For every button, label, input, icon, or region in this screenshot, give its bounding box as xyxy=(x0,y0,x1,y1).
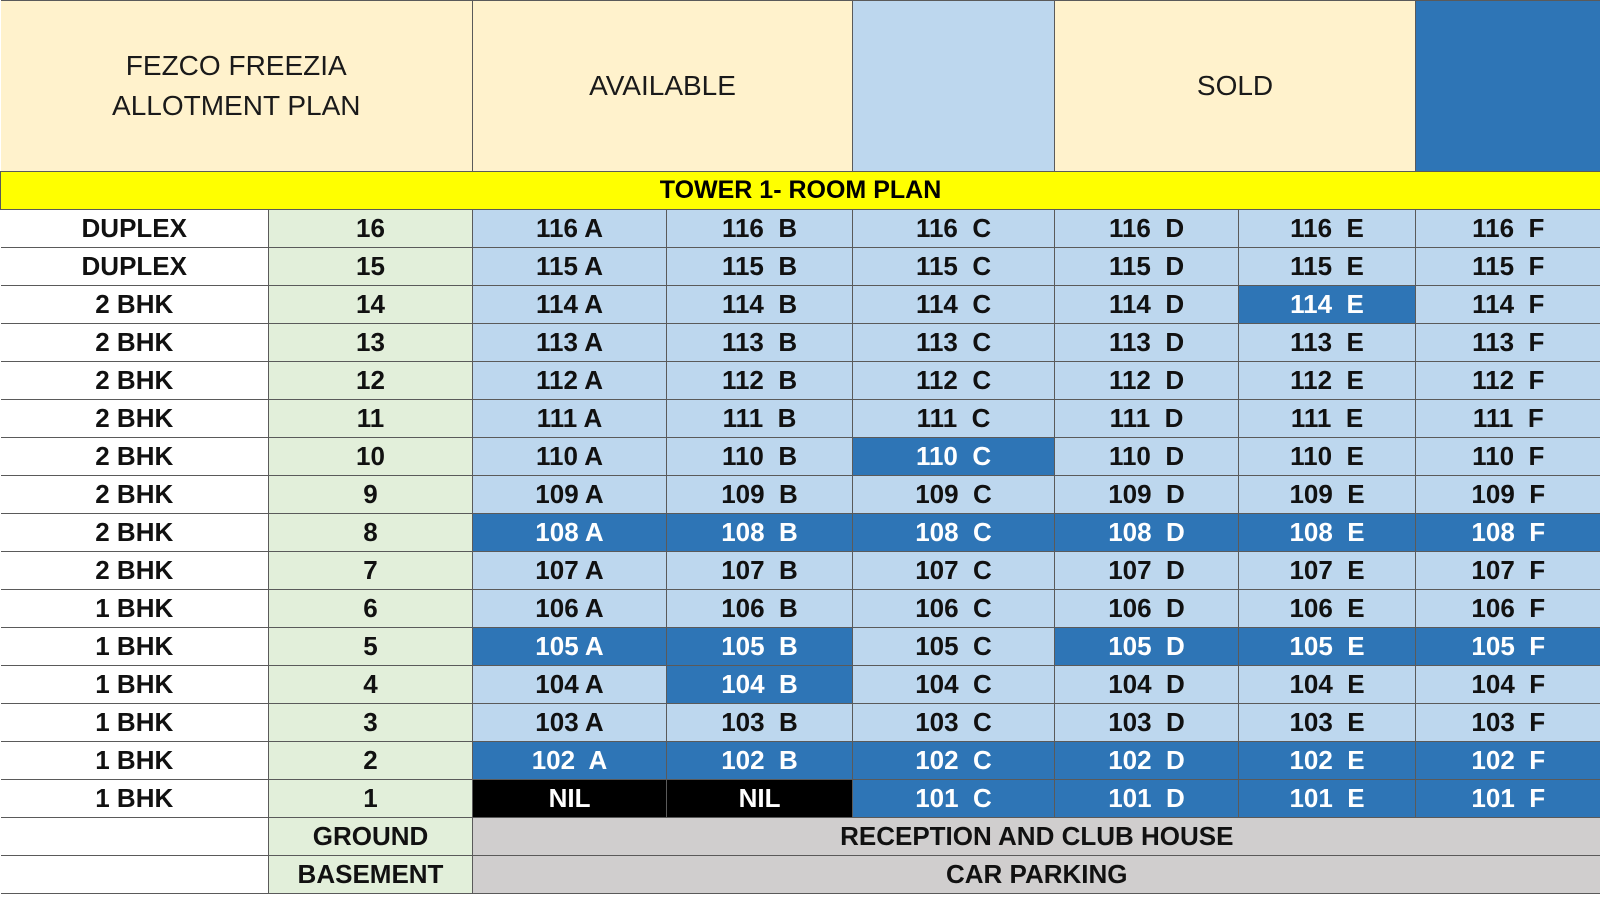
unit-type: 1 BHK xyxy=(1,666,269,704)
floor-row xyxy=(1,514,1600,552)
floor-number: 13 xyxy=(269,324,473,362)
unit-cell: 104 B xyxy=(667,666,853,704)
unit-cell: 114 C xyxy=(853,286,1055,324)
unit-cell: 115 D xyxy=(1055,248,1239,286)
unit-cell: 107 D xyxy=(1055,552,1239,590)
unit-cell: 110 B xyxy=(667,438,853,476)
unit-cell: 112 D xyxy=(1055,362,1239,400)
unit-cell: 107 B xyxy=(667,552,853,590)
unit-cell: 103 F xyxy=(1416,704,1600,742)
unit-cell: 115 F xyxy=(1416,248,1600,286)
unit-cell: 107 E xyxy=(1239,552,1416,590)
unit-cell: 103 E xyxy=(1239,704,1416,742)
plan-title-text: FEZCO FREEZIA ALLOTMENT PLAN xyxy=(112,50,361,121)
unit-cell: 112 A xyxy=(473,362,667,400)
unit-cell: 105 C xyxy=(853,628,1055,666)
floor-number: 16 xyxy=(269,210,473,248)
unit-cell: 116 E xyxy=(1239,210,1416,248)
floor-number: 9 xyxy=(269,476,473,514)
floor-row xyxy=(1,704,1600,742)
unit-cell: 109 C xyxy=(853,476,1055,514)
tower-banner-row xyxy=(1,172,1600,210)
floor-number: 3 xyxy=(269,704,473,742)
unit-cell: 103 D xyxy=(1055,704,1239,742)
unit-cell: 111 A xyxy=(473,400,667,438)
unit-cell: 107 A xyxy=(473,552,667,590)
unit-cell: 108 C xyxy=(853,514,1055,552)
unit-cell: 108 A xyxy=(473,514,667,552)
unit-cell: 116 F xyxy=(1416,210,1600,248)
unit-cell: 114 F xyxy=(1416,286,1600,324)
unit-cell: 103 B xyxy=(667,704,853,742)
unit-cell: 102 B xyxy=(667,742,853,780)
unit-cell: 101 D xyxy=(1055,780,1239,818)
unit-type: 2 BHK xyxy=(1,362,269,400)
unit-type: 2 BHK xyxy=(1,438,269,476)
unit-cell: 106 D xyxy=(1055,590,1239,628)
unit-type: 2 BHK xyxy=(1,324,269,362)
unit-cell: 105 D xyxy=(1055,628,1239,666)
unit-cell: 107 F xyxy=(1416,552,1600,590)
basement-label: BASEMENT xyxy=(269,856,473,894)
floor-number: 5 xyxy=(269,628,473,666)
unit-cell: 111 F xyxy=(1416,400,1600,438)
unit-cell: 106 C xyxy=(853,590,1055,628)
unit-cell: 102 C xyxy=(853,742,1055,780)
unit-cell: 113 F xyxy=(1416,324,1600,362)
unit-cell: 113 E xyxy=(1239,324,1416,362)
plan-title xyxy=(1,1,473,172)
floor-number: 15 xyxy=(269,248,473,286)
unit-type: 2 BHK xyxy=(1,286,269,324)
floor-row xyxy=(1,400,1600,438)
unit-cell: 101 E xyxy=(1239,780,1416,818)
unit-cell: 104 E xyxy=(1239,666,1416,704)
floor-row xyxy=(1,628,1600,666)
unit-cell: 109 F xyxy=(1416,476,1600,514)
floor-number: 4 xyxy=(269,666,473,704)
ground-row xyxy=(1,818,1600,856)
floor-number: 11 xyxy=(269,400,473,438)
unit-cell: 108 D xyxy=(1055,514,1239,552)
unit-cell: 102 A xyxy=(473,742,667,780)
unit-cell: 114 E xyxy=(1239,286,1416,324)
unit-cell: 102 D xyxy=(1055,742,1239,780)
unit-type: 2 BHK xyxy=(1,400,269,438)
unit-cell: 113 C xyxy=(853,324,1055,362)
unit-cell: 104 F xyxy=(1416,666,1600,704)
basement-service: CAR PARKING xyxy=(473,856,1600,894)
unit-type: 1 BHK xyxy=(1,704,269,742)
floor-row xyxy=(1,286,1600,324)
unit-type: 1 BHK xyxy=(1,628,269,666)
ground-label: GROUND xyxy=(269,818,473,856)
unit-type: DUPLEX xyxy=(1,248,269,286)
unit-cell: 115 E xyxy=(1239,248,1416,286)
unit-cell: 110 D xyxy=(1055,438,1239,476)
floor-number: 6 xyxy=(269,590,473,628)
unit-cell: 104 A xyxy=(473,666,667,704)
unit-cell: 108 E xyxy=(1239,514,1416,552)
unit-cell: 110 F xyxy=(1416,438,1600,476)
unit-cell: 105 F xyxy=(1416,628,1600,666)
unit-cell: 109 B xyxy=(667,476,853,514)
unit-cell: 102 F xyxy=(1416,742,1600,780)
floor-number: 14 xyxy=(269,286,473,324)
unit-type: 2 BHK xyxy=(1,514,269,552)
unit-cell: 105 E xyxy=(1239,628,1416,666)
unit-cell: NIL xyxy=(473,780,667,818)
unit-cell: 103 C xyxy=(853,704,1055,742)
floor-row xyxy=(1,362,1600,400)
empty-type-cell xyxy=(1,856,269,894)
unit-cell: 107 C xyxy=(853,552,1055,590)
unit-cell: 103 A xyxy=(473,704,667,742)
floor-number: 12 xyxy=(269,362,473,400)
unit-cell: 116 A xyxy=(473,210,667,248)
unit-cell: 110 E xyxy=(1239,438,1416,476)
unit-cell: 116 C xyxy=(853,210,1055,248)
unit-cell: 105 A xyxy=(473,628,667,666)
unit-cell: 111 C xyxy=(853,400,1055,438)
unit-cell: 114 B xyxy=(667,286,853,324)
available-legend-label: AVAILABLE xyxy=(473,1,853,172)
unit-cell: 115 B xyxy=(667,248,853,286)
unit-cell: 113 B xyxy=(667,324,853,362)
legend-header-row xyxy=(1,1,1600,172)
sold-legend-label: SOLD xyxy=(1055,1,1416,172)
unit-cell: 112 F xyxy=(1416,362,1600,400)
unit-type: DUPLEX xyxy=(1,210,269,248)
unit-cell: 111 B xyxy=(667,400,853,438)
floor-row xyxy=(1,666,1600,704)
available-legend-swatch xyxy=(853,1,1055,172)
unit-cell: 109 A xyxy=(473,476,667,514)
unit-cell: 106 E xyxy=(1239,590,1416,628)
unit-cell: 113 D xyxy=(1055,324,1239,362)
unit-cell: 106 B xyxy=(667,590,853,628)
unit-type: 2 BHK xyxy=(1,552,269,590)
unit-cell: 106 A xyxy=(473,590,667,628)
unit-cell: NIL xyxy=(667,780,853,818)
unit-cell: 106 F xyxy=(1416,590,1600,628)
unit-cell: 114 A xyxy=(473,286,667,324)
unit-cell: 108 F xyxy=(1416,514,1600,552)
floor-row xyxy=(1,324,1600,362)
unit-cell: 101 C xyxy=(853,780,1055,818)
unit-cell: 101 F xyxy=(1416,780,1600,818)
unit-cell: 112 E xyxy=(1239,362,1416,400)
unit-type: 1 BHK xyxy=(1,742,269,780)
unit-type: 2 BHK xyxy=(1,476,269,514)
floor-row xyxy=(1,210,1600,248)
unit-cell: 102 E xyxy=(1239,742,1416,780)
unit-cell: 112 C xyxy=(853,362,1055,400)
unit-cell: 110 C xyxy=(853,438,1055,476)
floor-row xyxy=(1,742,1600,780)
unit-type: 1 BHK xyxy=(1,590,269,628)
unit-cell: 109 E xyxy=(1239,476,1416,514)
unit-cell: 109 D xyxy=(1055,476,1239,514)
unit-cell: 115 A xyxy=(473,248,667,286)
floor-number: 1 xyxy=(269,780,473,818)
unit-type: 1 BHK xyxy=(1,780,269,818)
unit-cell: 112 B xyxy=(667,362,853,400)
ground-service: RECEPTION AND CLUB HOUSE xyxy=(473,818,1600,856)
unit-cell: 111 E xyxy=(1239,400,1416,438)
floor-row xyxy=(1,780,1600,818)
floor-row xyxy=(1,438,1600,476)
floor-number: 10 xyxy=(269,438,473,476)
unit-cell: 104 D xyxy=(1055,666,1239,704)
tower-banner: TOWER 1- ROOM PLAN xyxy=(1,172,1600,210)
unit-cell: 108 B xyxy=(667,514,853,552)
unit-cell: 116 B xyxy=(667,210,853,248)
unit-cell: 114 D xyxy=(1055,286,1239,324)
floor-number: 8 xyxy=(269,514,473,552)
unit-cell: 110 A xyxy=(473,438,667,476)
floor-row xyxy=(1,476,1600,514)
unit-cell: 113 A xyxy=(473,324,667,362)
unit-cell: 116 D xyxy=(1055,210,1239,248)
floor-row xyxy=(1,590,1600,628)
unit-cell: 104 C xyxy=(853,666,1055,704)
unit-cell: 111 D xyxy=(1055,400,1239,438)
unit-cell: 115 C xyxy=(853,248,1055,286)
floor-number: 7 xyxy=(269,552,473,590)
floor-row xyxy=(1,248,1600,286)
empty-type-cell xyxy=(1,818,269,856)
floor-number: 2 xyxy=(269,742,473,780)
basement-row xyxy=(1,856,1600,894)
unit-cell: 105 B xyxy=(667,628,853,666)
sold-legend-swatch xyxy=(1416,1,1600,172)
floor-row xyxy=(1,552,1600,590)
